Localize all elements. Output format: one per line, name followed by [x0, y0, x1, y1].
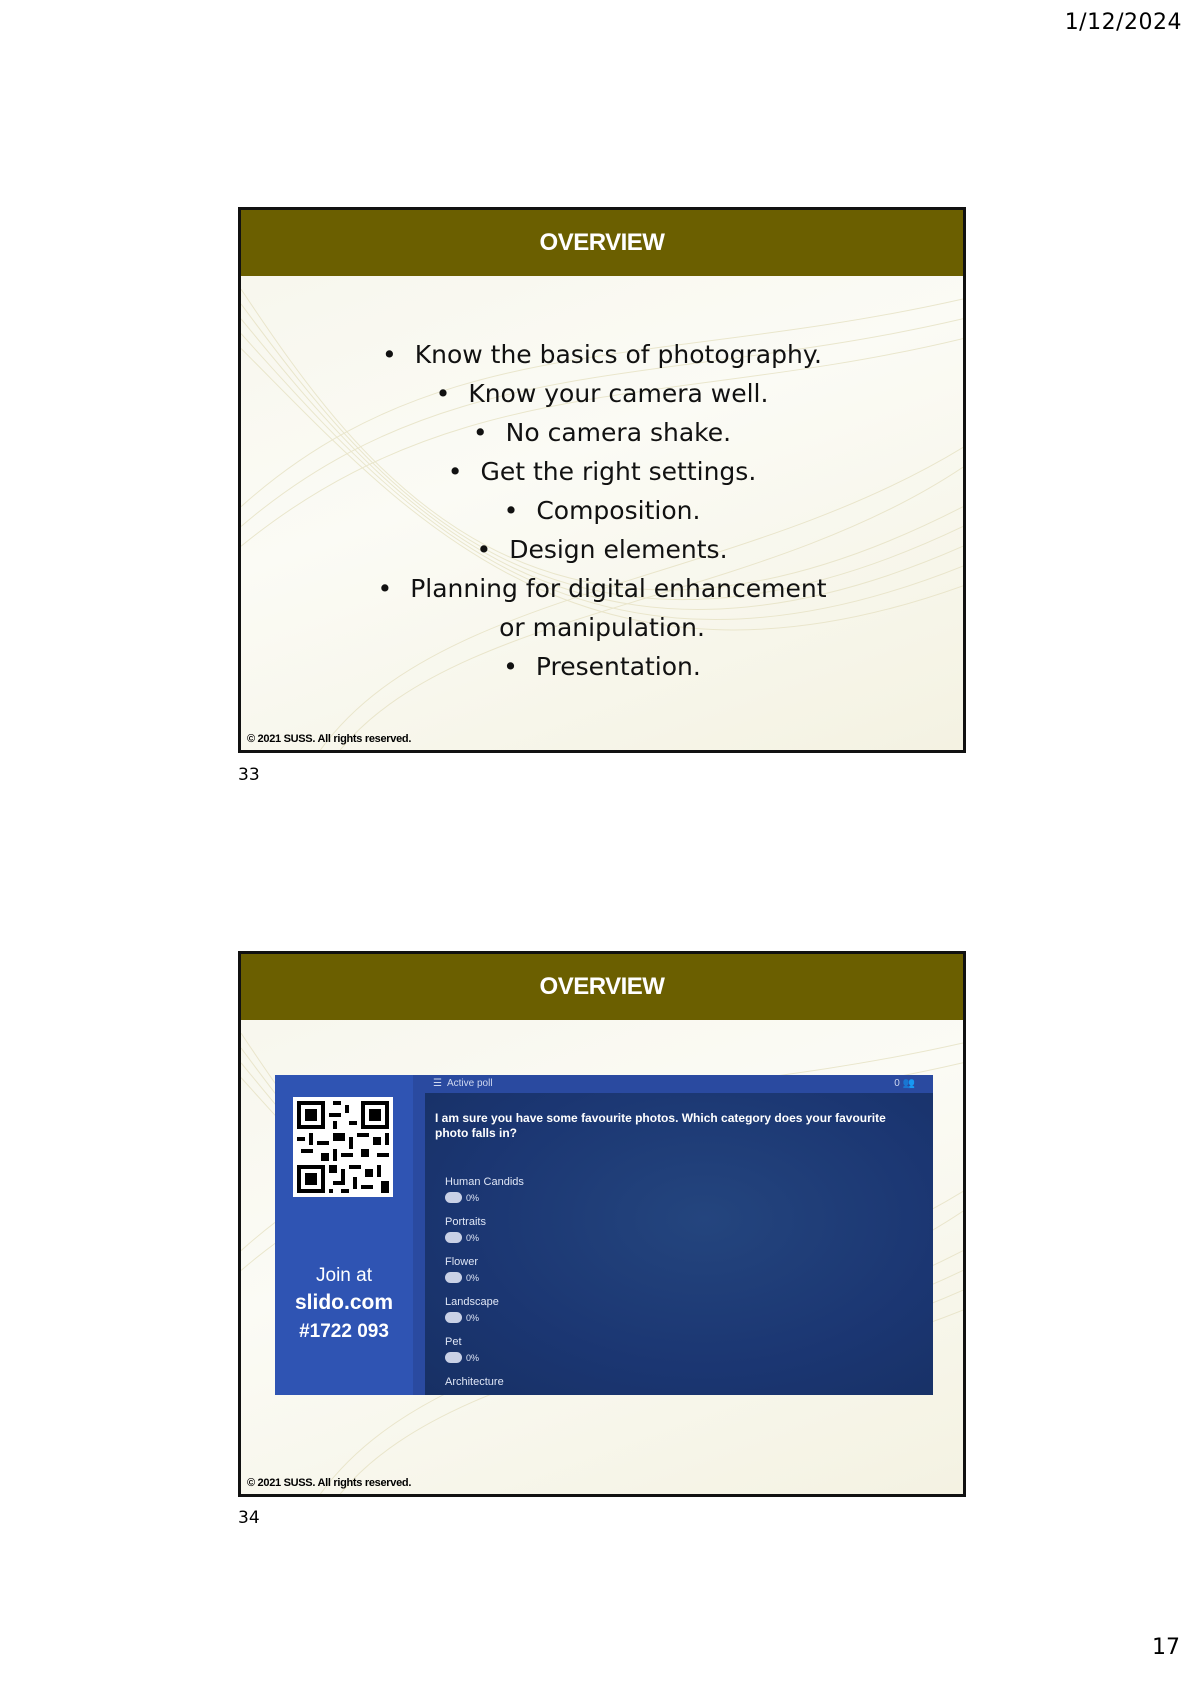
slide-number: 33	[238, 765, 260, 785]
poll-option	[445, 1175, 913, 1215]
result-bar	[445, 1232, 462, 1243]
copyright-footer: © 2021 SUSS. All rights reserved.	[247, 733, 412, 745]
poll-question: I am sure you have some favourite photos. Which category does your favourite photo falls in?	[435, 1111, 886, 1140]
option-percent: 0%	[466, 1272, 480, 1283]
bullet-icon: •	[472, 418, 488, 447]
slide-header	[241, 210, 963, 276]
bullet-icon: •	[377, 574, 393, 603]
participant-count: 0 👥	[894, 1078, 915, 1089]
poll-option	[445, 1215, 913, 1255]
result-bar	[445, 1312, 462, 1323]
slide-overview-34	[238, 951, 966, 1497]
page-date: 1/12/2024	[1064, 10, 1182, 35]
bullet-icon: •	[503, 652, 518, 681]
bullet-icon: •	[476, 535, 492, 564]
people-icon: 👥	[902, 1078, 915, 1089]
option-label: Portraits	[445, 1216, 486, 1228]
bullet-icon: •	[435, 379, 451, 408]
option-label: Architecture	[445, 1376, 504, 1388]
slido-join-panel	[275, 1075, 413, 1395]
bullet-icon: •	[381, 340, 397, 369]
list-item: • Planning for digital enhancement or manipulation.	[261, 569, 943, 647]
slido-url: slido.com	[294, 1291, 394, 1314]
slido-poll-screenshot	[275, 1075, 933, 1395]
list-item: • Know the basics of photography.	[261, 335, 943, 374]
copyright-footer: © 2021 SUSS. All rights reserved.	[247, 1477, 412, 1489]
option-label: Landscape	[445, 1296, 499, 1308]
result-bar	[445, 1192, 462, 1203]
list-item: • No camera shake.	[261, 413, 943, 452]
join-at-label: Join at	[316, 1265, 372, 1286]
slide-overview-33	[238, 207, 966, 753]
list-item: • Composition.	[261, 491, 943, 530]
poll-status: ☰ Active poll	[433, 1078, 493, 1089]
poll-panel	[425, 1075, 933, 1395]
poll-option	[445, 1295, 913, 1335]
poll-status-bar	[425, 1075, 933, 1093]
page-number: 17	[1152, 1635, 1180, 1660]
qr-code-icon	[293, 1097, 393, 1197]
option-label: Flower	[445, 1256, 479, 1268]
option-percent: 0%	[466, 1312, 480, 1323]
menu-icon: ☰	[433, 1078, 442, 1089]
list-item: • Presentation.	[261, 647, 943, 686]
poll-option	[445, 1375, 913, 1395]
poll-option	[445, 1335, 913, 1375]
option-percent: 0%	[466, 1192, 480, 1203]
result-bar	[445, 1272, 462, 1283]
event-code: #1722 093	[299, 1321, 389, 1342]
slide-number: 34	[238, 1508, 260, 1528]
list-item: • Get the right settings.	[261, 452, 943, 491]
slide-title: OVERVIEW	[539, 229, 665, 256]
option-label: Human Candids	[445, 1176, 524, 1188]
list-item: • Design elements.	[261, 530, 943, 569]
poll-options	[445, 1175, 913, 1395]
bullet-icon: •	[447, 457, 463, 486]
option-percent: 0%	[466, 1352, 480, 1363]
option-label: Pet	[445, 1336, 462, 1348]
list-item: • Know your camera well.	[261, 374, 943, 413]
poll-option	[445, 1255, 913, 1295]
slide-title: OVERVIEW	[539, 973, 665, 1000]
option-percent: 0%	[466, 1232, 480, 1243]
bullet-icon: •	[503, 496, 519, 525]
slide-header	[241, 954, 963, 1020]
bullet-list	[261, 335, 943, 686]
result-bar	[445, 1352, 462, 1363]
